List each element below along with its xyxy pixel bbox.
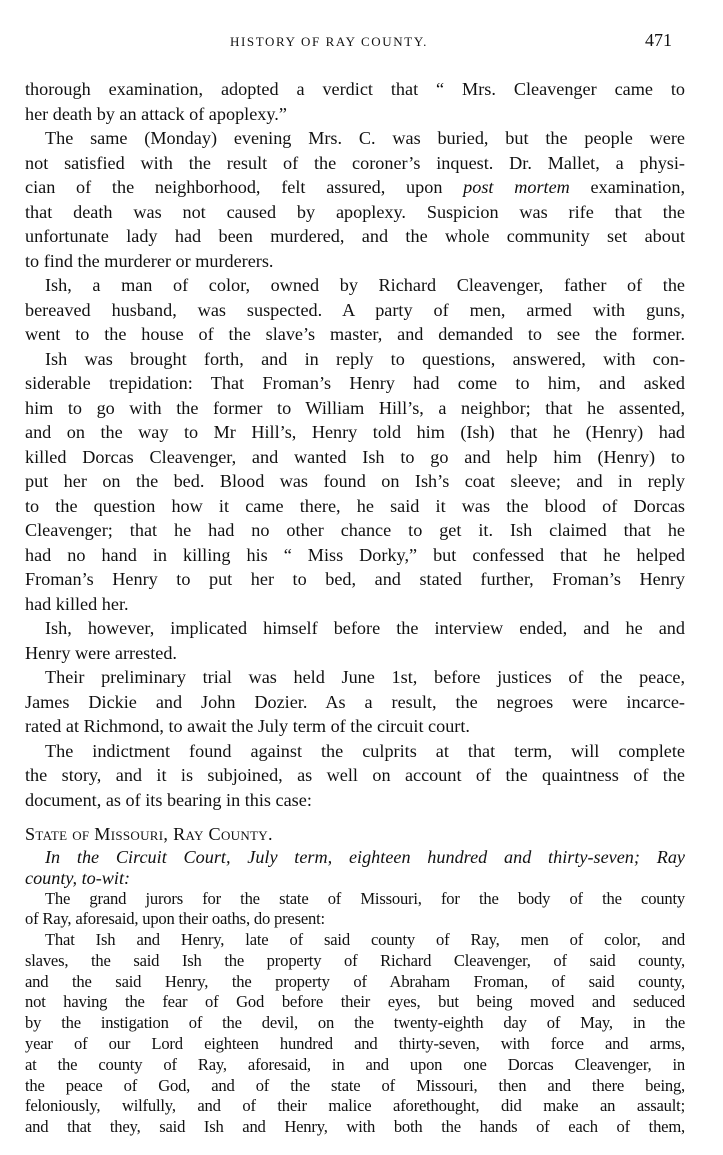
- text-line: bereaved husband, was suspected. A party of men, armed with guns,: [25, 299, 685, 320]
- text-line: The grand jurors for the state of Missouri, for the body of the county: [45, 888, 685, 908]
- text-line: at the county of Ray, aforesaid, in and upon one Dorcas Cleavenger, in: [25, 1054, 685, 1074]
- page-header: [0, 30, 723, 54]
- text-line: Ish, however, implicated himself before the interview ended, and he and: [45, 618, 685, 638]
- text-line: not satisfied with the result of the coroner’s inquest. Dr. Mallet, a physi-: [25, 152, 685, 173]
- text-line: and on the way to Mr Hill’s, Henry told him (Ish) that he (Henry) had: [25, 422, 685, 442]
- text-line: Ish was brought forth, and in reply to questions, answered, with con-: [45, 348, 685, 369]
- text-line: the peace of God, and of the state of Missouri, then and there being,: [25, 1075, 685, 1095]
- text-line: unfortunate lady had been murdered, and the whole community set about: [25, 226, 685, 246]
- text-line: document, as of its bearing in this case:: [25, 789, 312, 810]
- text-line: had no hand in killing his “ Miss Dorky,” but confessed that he helped: [25, 544, 685, 565]
- indictment-heading: State of Missouri, Ray County.: [25, 824, 273, 844]
- text-line: slaves, the said Ish the property of Richard Cleavenger, of said county,: [25, 950, 685, 970]
- text-line: Cleavenger; that he had no other chance to get it. Ish claimed that he: [25, 520, 685, 540]
- text-line: and the said Henry, the property of Abraham Froman, of said county,: [25, 971, 685, 991]
- running-title: HISTORY OF RAY COUNTY.: [230, 34, 428, 49]
- italic-phrase: post mortem: [463, 177, 570, 197]
- indictment-text: [25, 889, 685, 1139]
- text-line: to the question how it came there, he said it was the blood of Dorcas: [25, 495, 685, 516]
- page-number: 471: [645, 30, 672, 50]
- text-line: Henry were arrested.: [25, 642, 177, 663]
- text-line: James Dickie and John Dozier. As a result, the negroes were incarce-: [25, 691, 685, 712]
- text-line: went to the house of the slave’s master, and demanded to see the former.: [25, 324, 685, 344]
- narrative-text: [25, 77, 685, 812]
- text-line: siderable trepidation: That Froman’s Henry had come to him, and asked: [25, 373, 685, 393]
- text-line: the story, and it is subjoined, as well on account of the quaintness of the: [25, 765, 685, 785]
- text-line: had killed her.: [25, 593, 129, 614]
- text-line: not having the fear of God before their eyes, but being moved and seduced: [25, 992, 685, 1012]
- text-line: Their preliminary trial was held June 1st, before justices of the peace,: [45, 667, 685, 687]
- text-line: Froman’s Henry to put her to bed, and stated further, Froman’s Henry: [25, 569, 685, 589]
- text-line: thorough examination, adopted a verdict that “ Mrs. Cleavenger came to: [25, 79, 685, 99]
- text-line: killed Dorcas Cleavenger, and wanted Ish to go and help him (Henry) to: [25, 446, 685, 467]
- court-line: county, to-wit:: [25, 867, 131, 888]
- text-line: [25, 175, 685, 200]
- text-line: by the instigation of the devil, on the twenty-eighth day of May, in the: [25, 1013, 685, 1033]
- text-line: Ish, a man of color, owned by Richard Cleavenger, father of the: [45, 275, 685, 295]
- page-body: [25, 77, 685, 1138]
- text-line: That Ish and Henry, late of said county of Ray, men of color, and: [45, 930, 685, 950]
- text-segment: examination,: [569, 177, 686, 197]
- text-line: him to go with the former to William Hill’s, a neighbor; that he assented,: [25, 397, 685, 418]
- text-line: put her on the bed. Blood was found on Ish’s coat sleeve; and in reply: [25, 471, 685, 491]
- text-line: feloniously, wilfully, and of their malice aforethought, did make an assault;: [25, 1096, 685, 1116]
- text-line: her death by an attack of apoplexy.”: [25, 103, 287, 124]
- text-line: rated at Richmond, to await the July term of the circuit court.: [25, 716, 470, 736]
- text-line: and that they, said Ish and Henry, with both the hands of each of them,: [25, 1117, 685, 1137]
- text-segment: cian of the neighborhood, felt assured, upon: [25, 177, 464, 197]
- text-line: of Ray, aforesaid, upon their oaths, do present:: [25, 909, 325, 929]
- text-line: that death was not caused by apoplexy. Suspicion was rife that the: [25, 201, 685, 222]
- text-line: The indictment found against the culprits at that term, will complete: [45, 740, 685, 761]
- text-line: The same (Monday) evening Mrs. C. was buried, but the people were: [45, 128, 685, 148]
- text-line: year of our Lord eighteen hundred and thirty-seven, with force and arms,: [25, 1034, 685, 1054]
- court-line: In the Circuit Court, July term, eighteen hundred and thirty-seven; Ray: [45, 846, 685, 867]
- text-line: to find the murderer or murderers.: [25, 250, 274, 271]
